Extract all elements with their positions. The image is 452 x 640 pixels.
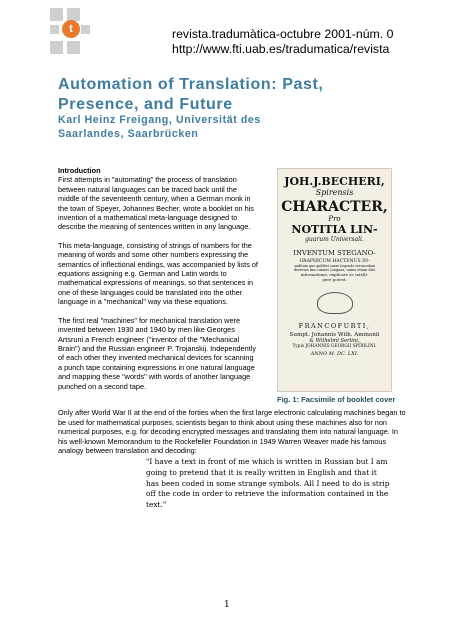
title-line: Presence, and Future bbox=[58, 96, 233, 113]
logo-square bbox=[50, 8, 63, 21]
paragraph: First attempts in "automating" the process of translation between natural languages can be traced back until the middle of the seventeenth century, when a German monk in the town of Speyer, Johannes Becher, wrote a booklet on his invention of a mathematical meta-language designed to describe the meaning of sentences written in any language. bbox=[58, 175, 254, 232]
journal-url[interactable]: http://www.fti.uab.es/tradumatica/revista bbox=[172, 42, 390, 56]
logo-square bbox=[81, 25, 90, 34]
cover-line: Sumpt. Johannis Wilh. Ammonii bbox=[289, 332, 380, 338]
logo-t-icon: t bbox=[62, 20, 80, 38]
booklet-cover-facsimile bbox=[277, 168, 392, 392]
title-line: Automation of Translation: Past, bbox=[58, 76, 324, 93]
cover-ornament bbox=[317, 292, 353, 314]
cover-line: CHARACTER, bbox=[281, 199, 388, 215]
cover-line: informatione, explicare ac intelli- bbox=[300, 272, 369, 277]
figure-caption: Fig. 1: Facsimile of booklet cover bbox=[277, 395, 396, 404]
body-paragraph: Only after World War II at the end of the forties when the first large electronic calculating machines began to be used for mathematical purposes, scientists began to think about using these machines also for non numerical purposes, e.g. for decoding encrypted messages and translating them into natural language. In his well-known Memorandum to the Rockefeller Foundation in 1949 Warren Weaver made his famous analogy between translation and decoding: bbox=[58, 408, 406, 456]
logo-square bbox=[67, 41, 80, 54]
cover-line: ANNO M. DC. LXI. bbox=[310, 351, 359, 357]
journal-logo bbox=[50, 8, 94, 54]
logo-square bbox=[50, 25, 59, 34]
cover-line: Pro bbox=[328, 215, 341, 223]
cover-line: Typis JOHANNIS GEORGII SPÖRLINI. bbox=[292, 344, 377, 349]
cover-line: FRANCOFURTI, bbox=[298, 322, 371, 330]
article-title bbox=[58, 75, 378, 115]
cover-line: INVENTUM STEGANO- bbox=[293, 249, 376, 257]
paragraph: This meta-language, consisting of strings of numbers for the meaning of words and some other numbers expressing the semantics of inflectional endings, was accompanied by lists of equations assigning e.g. German and Latin words to mathematical expressions of meanings, so that sentences in one of these languages could be translated into the other language in a "mechanical" way via these equations. bbox=[58, 240, 258, 307]
author-line: Karl Heinz Freigang, Universität des bbox=[58, 114, 261, 126]
cover-line: JOH.J.BECHERI, bbox=[284, 175, 385, 188]
paragraph: The first real "machines" for mechanical translation were invented between 1930 and 1940 by men like Georges Artsruni a French engineer ("inventor of the "Mechanical Brain") and the Russian engineer P. Trojanskij. Independently of each other they invented mechanical devices for scanning a punch tape containing expressions in one natural language and mapping these "words" with words of another language punched on a second tape. bbox=[58, 315, 256, 391]
cover-line: auditum quo quilibet suam Legendo vernaculam bbox=[294, 264, 375, 268]
journal-header bbox=[172, 27, 393, 57]
page-number: 1 bbox=[224, 600, 230, 610]
intro-column bbox=[58, 166, 258, 400]
journal-issue: revista.tradumàtica-octubre 2001-núm. 0 bbox=[172, 27, 394, 41]
cover-line: & Wilhelmi Serlini, bbox=[309, 338, 360, 344]
cover-line: Spirensis bbox=[315, 188, 354, 197]
cover-line: diversas imo omnes Linguas, unius etiam diei bbox=[294, 268, 375, 272]
cover-line: gere potest. bbox=[322, 277, 347, 282]
cover-line: GRAPHICUM HACTENUS IN- bbox=[299, 259, 370, 264]
cover-line: NOTITIA LIN- bbox=[291, 223, 378, 236]
article-author bbox=[58, 113, 358, 141]
cover-line: guarum Universali. bbox=[305, 236, 364, 243]
logo-square bbox=[50, 41, 63, 54]
author-line: Saarlandes, Saarbrücken bbox=[58, 128, 199, 140]
block-quote: "I have a text in front of me which is written in Russian but I am going to pretend that it is really written in English and that it has been coded in some strange symbols. All I need to do is strip off the code in order to retrieve the information contained in the text." bbox=[146, 457, 390, 510]
section-heading: Introduction bbox=[58, 166, 101, 175]
logo-square bbox=[67, 8, 80, 21]
